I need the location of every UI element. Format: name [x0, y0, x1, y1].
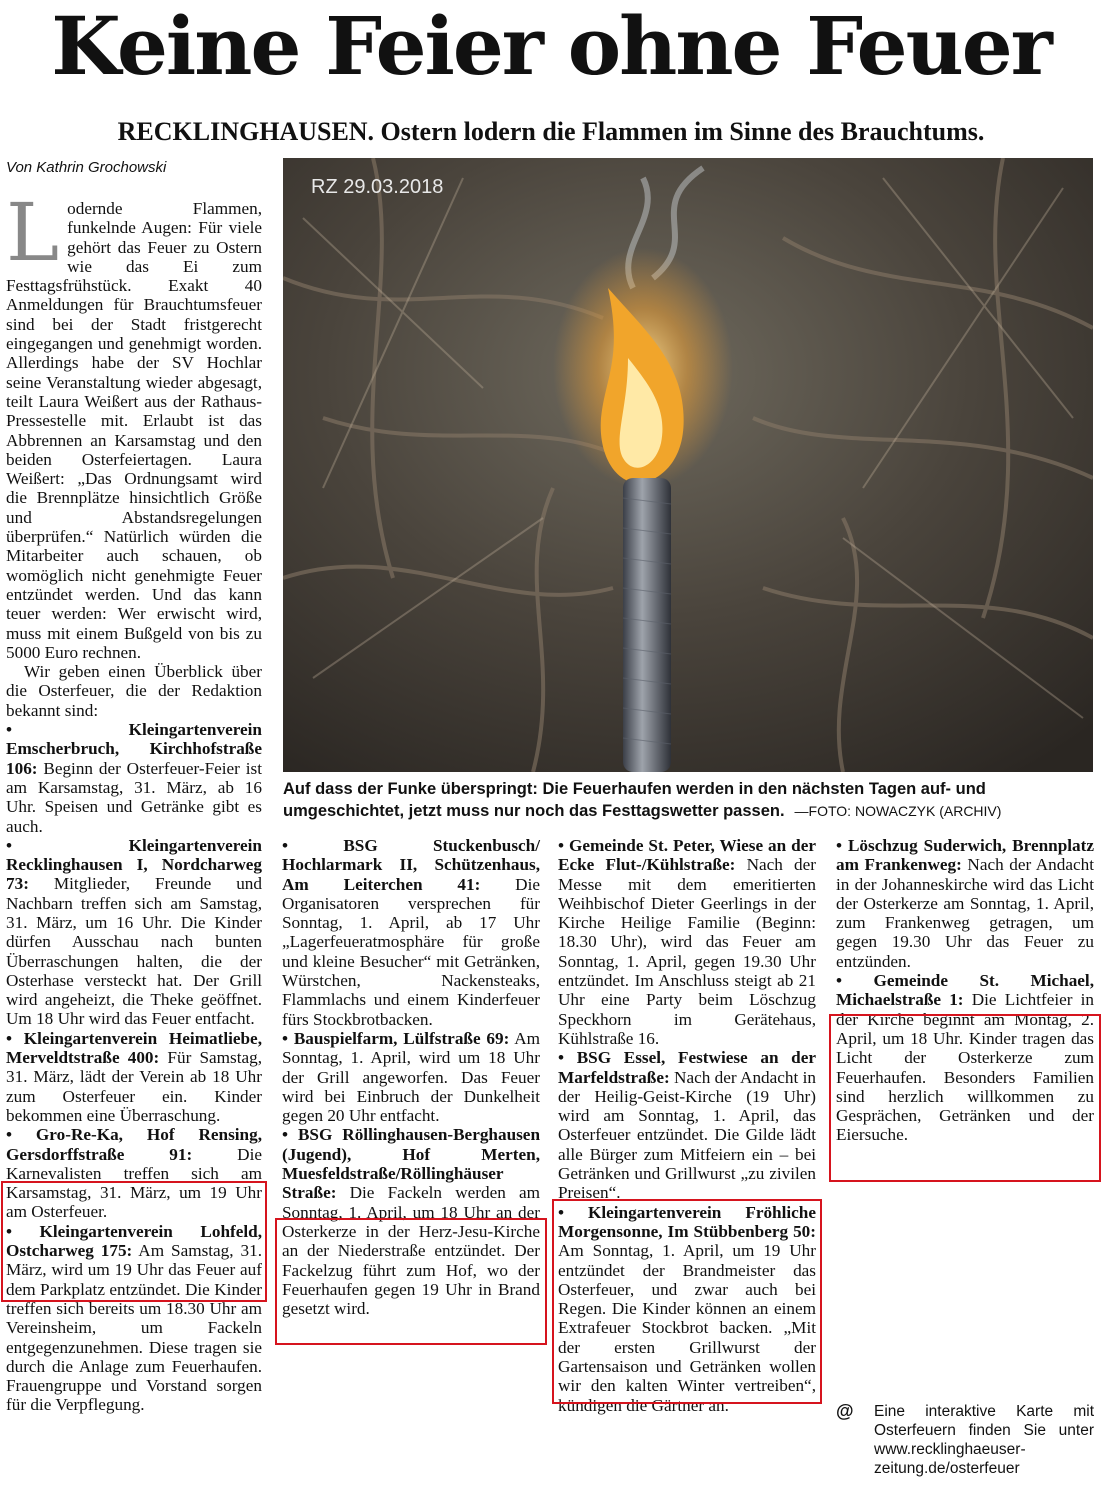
- photo-date-stamp: RZ 29.03.2018: [311, 176, 444, 198]
- torch-photo: [283, 158, 1093, 772]
- list-item: • Gro-Re-Ka, Hof Rensing, Gersdorffstraße 91: Die Karnevalisten treffen sich am Karsamstag, 31. März, um 19 Uhr am Osterfeuer.: [6, 1125, 262, 1222]
- highlight-box-bauspielfarm: [275, 1218, 547, 1345]
- info-box: [836, 1402, 1094, 1478]
- subhead: RECKLINGHAUSEN. Ostern lodern die Flammen im Sinne des Brauchtums.: [117, 117, 985, 146]
- list-item-highlighted: • Kleingartenverein Heimatliebe, Merveldtstraße 400: Für Samstag, 31. März, lädt der Verein ab 18 Uhr zum Osterfeuer ein. Kinder bekommen eine Überraschung.: [6, 1028, 262, 1125]
- list-item: • Kleingartenverein Emscherbruch, Kirchhofstraße 106: Beginn der Osterfeuer-Feier ist am Karsamstag, 31. März, ab 16 Uhr. Speisen und Getränke gibt es auch.: [6, 720, 262, 836]
- article-photo: [283, 158, 1093, 772]
- overview-text: Wir geben einen Überblick über die Osterfeuer, die der Redaktion bekannt sind:: [6, 662, 262, 720]
- list-item: • Kleingartenverein Fröhliche Morgensonne, Im Stübbenberg 50: Am Sonntag, 1. April, um 19 Uhr entzündet der Brandmeister das Osterfeuer, und zwar auch bei Regen. Die Kinder können an einem Extrafeuer Stockbrot backen. „Mit der ersten Grillwurst der Gartensaison und Getränken wollen wir den kalten Winter vertreiben“, kündigen die Gärtner an.: [558, 1202, 816, 1415]
- photo-caption: [283, 778, 1095, 822]
- highlight-box-suderwich: [829, 1014, 1101, 1182]
- headline: Keine Feier ohne Feuer: [51, 0, 1051, 93]
- list-item-highlighted: • Löschzug Suderwich, Brennplatz am Frankenweg: Nach der Andacht in der Johanneskirche wird das Licht der Osterkerze am Sonntag, 1. April, zum Frankenweg getragen, um gegen 19.30 Uhr das Feuer zu entzünden.: [836, 836, 1094, 971]
- photo-credit: —FOTO: NOWACZYK (ARCHIV): [794, 803, 1002, 819]
- list-item: • Gemeinde St. Peter, Wiese an der Ecke Flut-/Kühlstraße: Nach der Messe mit dem emeritierten Weihbischof Dieter Geerlings in der Kirche Heilige Familie (Beginn: 18.30 Uhr), wird das Feuer am Sonntag, 1. April, gegen 19.30 Uhr entzündet. Im Anschluss steigt ab 21 Uhr eine Party beim Löschzug Speckhorn im Gerätehaus, Kühlstraße 16.: [558, 836, 816, 1048]
- highlight-box-heimatliebe: [1, 1181, 267, 1302]
- list-item-highlighted: • Bauspielfarm, Lülfstraße 69: Am Sonntag, 1. April, wird um 18 Uhr der Grill angeworfen. Das Feuer wird bei Einbruch der Dunkelheit gegen 20 Uhr entfacht.: [282, 1028, 540, 1126]
- intro-text: odernde Flammen, funkelnde Augen: Für viele gehört das Feuer zu Ostern wie das Ei zum Festtagsfrühstück. Exakt 40 Anmeldungen für Brauchtumsfeuer sind bei der Stadt fristgerecht eingegangen und genehmigt worden. Allerdings habe der SV Hochlar seine Veranstaltung wieder abgesagt, teilt Laura Weißert aus der Rathaus-Pressestelle mit. Erlaubt ist das Abbrennen an Karsamstag und den beiden Osterfeiertagen. Laura Weißert: „Das Ordnungsamt wird die Brennplätze hinsichtlich Größe und Abstandsregelungen überprüfen.“ Natürlich würden die Mitarbeiter auch schauen, ob womöglich nicht genehmigte Feuer entzündet werden. Und das kann teuer werden: Wer erwischt wird, muss mit einem Bußgeld von bis zu 5000 Euro rechnen.: [6, 199, 262, 662]
- list-item: • BSG Stuckenbusch/ Hochlarmark II, Schützenhaus, Am Leiterchen 41: Die Organisatoren versprechen für Sonntag, 1. April, ab 17 Uhr „Lagerfeueratmosphäre für große und kleine Besucher“ mit Getränken, Würstchen, Nackensteaks, Flammlachs und einem Kinderfeuer fürs Stockbrotbacken.: [282, 836, 540, 1029]
- list-item: • Kleingartenverein Recklinghausen I, Nordcharweg 73: Mitglieder, Freunde und Nachbarn treffen sich am Samstag, 31. März, um 16 Uhr. Die Kinder dürfen Ausschau nach bunten Überraschungen halten, die der Osterhase versteckt hat. Der Grill wird angeheizt, die Theke geöffnet. Um 18 Uhr wird das Feuer entfacht.: [6, 835, 262, 1029]
- list-item: • Gemeinde St. Michael, Michaelstraße 1: Die Lichtfeier in der Kirche beginnt am Montag, 2. April, um 18 Uhr. Kinder tragen das Licht der Osterkerze zum Feuerhaufen. Besonders Familien sind herzlich willkommen zu Gesprächen, Getränken und der Eiersuche.: [836, 971, 1095, 1145]
- byline: Von Kathrin Grochowski: [6, 159, 167, 176]
- list-item-highlighted: • BSG Essel, Festwiese an der Marfeldstraße: Nach der Andacht in der Heilig-Geist-Kirche (19 Uhr) wird am Sonntag, 1. April, das Osterfeuer entzündet. Die Gilde lädt alle Bürger zum Mitfeiern ein – bei Getränken und Grillwurst „zu zivilen Preisen“.: [558, 1048, 816, 1203]
- list-item: • Kleingartenverein Lohfeld, Ostcharweg 175: Am Samstag, 31. März, wird um 19 Uhr das Feuer auf dem Parkplatz entzündet. Die Kinder treffen sich bereits um 18.30 Uhr am Vereinsheim, um Fackeln entgegenzunehmen. Diese tragen sie durch die Anlage zum Feuerhaufen. Frauengruppe und Vorstand sorgen für die Verpflegung.: [6, 1221, 262, 1415]
- highlight-box-essel: [552, 1199, 822, 1404]
- at-icon: @: [836, 1401, 854, 1421]
- info-text: Eine interaktive Karte mit Osterfeuern finden Sie unter www.recklinghaeuser-zeitung.de/osterfeuer: [874, 1403, 1094, 1477]
- list-item: • BSG Röllinghausen-Berghausen (Jugend), Hof Merten, Muesfeldstraße/Röllinghäuser Straße: Die Fackeln werden am Sonntag, 1. April, um 18 Uhr an der Osterkerze in der Herz-Jesu-Kirche an der Niederstraße entzündet. Der Fackelzug führt zum Hof, wo der Feuerhaufen gegen 19 Uhr in Brand gesetzt wird.: [282, 1125, 540, 1319]
- dropcap: L: [6, 186, 60, 279]
- caption-text: Auf dass der Funke überspringt: Die Feuerhaufen werden in den nächsten Tagen auf- und umgeschichtet, jetzt muss nur noch das Festtagswetter passen.: [283, 780, 986, 820]
